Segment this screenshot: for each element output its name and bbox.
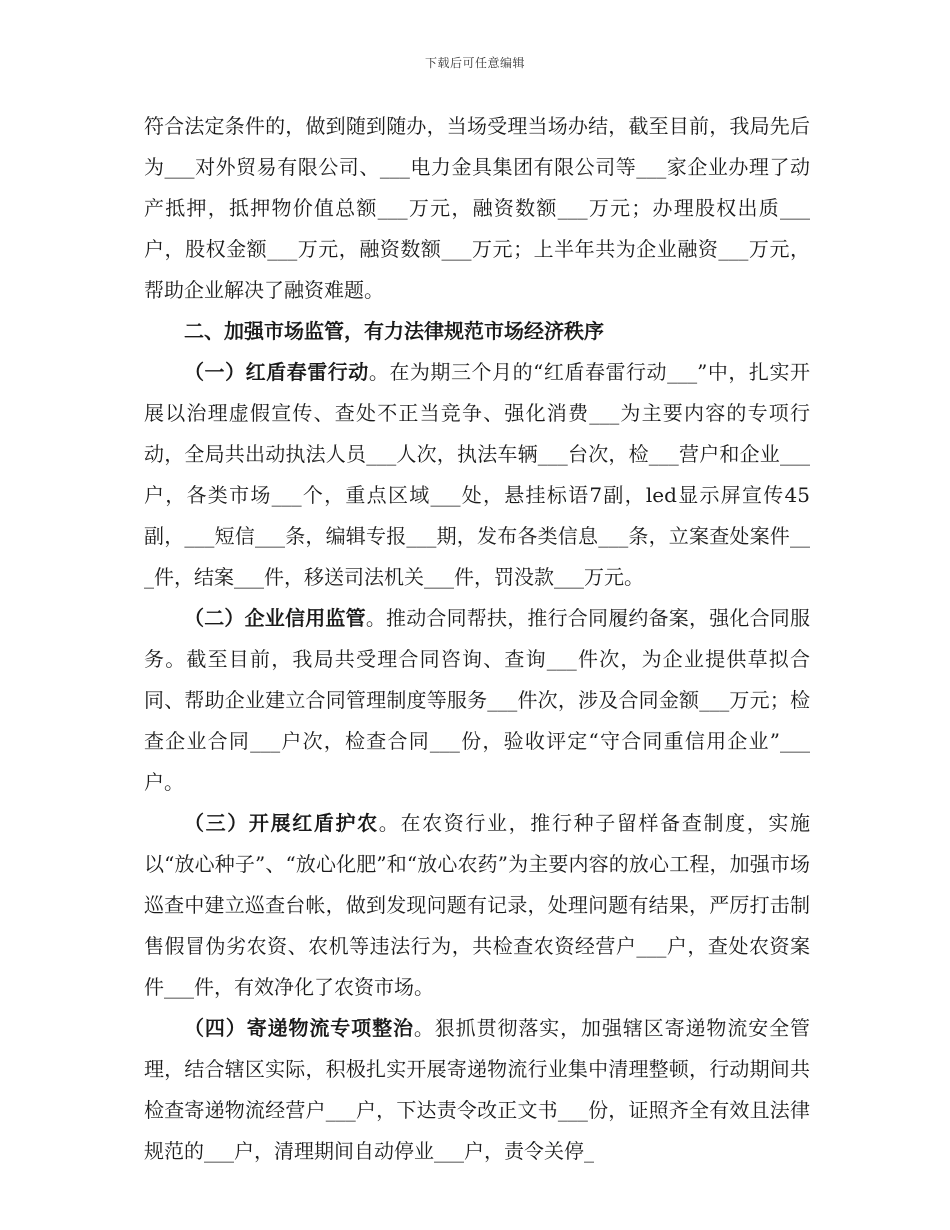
paragraph-red-shield-spring-thunder	[144, 352, 810, 598]
paragraph-lead-title: （三）开展红盾护农	[184, 811, 379, 835]
paragraph-body-text: 。推动合同帮扶，推行合同履约备案，强化合同服务。截至目前，我局共受理合同咨询、查询___件次，为企业提供草拟合同、帮助企业建立合同管理制度等服务___件次，涉及合同金额___万元；检查企业合同___户次，检查合同___份，验收评定“守合同重信用企业”___户。	[144, 606, 811, 794]
paragraph-lead-title: （二）企业信用监管	[184, 606, 366, 630]
paragraph-body-text: 。狠抓贯彻落实，加强辖区寄递物流安全管理，结合辖区实际，积极扎实开展寄递物流行业集中清理整顿，行动期间共检查寄递物流经营户___户，下达责令改正文书___份，证照齐全有效且法律规范的___户，清理期间自动停业___户，责令关停_	[144, 1016, 811, 1163]
paragraph-red-shield-agriculture	[144, 803, 810, 1008]
paragraph-body-text: 。在农资行业，推行种子留样备查制度，实施以“放心种子”、“放心化肥”和“放心农药”为主要内容的放心工程，加强市场巡查中建立巡查台帐，做到发现问题有记录，处理问题有结果，严厉打击制售假冒伪劣农资、农机等违法行为，共检查农资经营户___户，查处农资案件___件，有效净化了农资市场。	[144, 811, 811, 999]
document-body	[144, 106, 810, 1172]
paragraph-logistics-rectification	[144, 1008, 810, 1172]
paragraph-lead-title: （一）红盾春雷行动	[184, 360, 369, 384]
paragraph-continued: 符合法定条件的，做到随到随办，当场受理当场办结，截至目前，我局先后为___对外贸易有限公司、___电力金具集团有限公司等___家企业办理了动产抵押，抵押物价值总额___万元，融资数额___万元；办理股权出质___户，股权金额___万元，融资数额___万元；上半年共为企业融资___万元，帮助企业解决了融资难题。	[144, 114, 810, 302]
paragraph-body-text: 。在为期三个月的“红盾春雷行动___”中，扎实开展以治理虚假宣传、查处不正当竞争、强化消费___为主要内容的专项行动，全局共出动执法人员___人次，执法车辆___台次，检___营户和企业___户，各类市场___个，重点区域___处，悬挂标语7副，led显示屏宣传45副，___短信___条，编辑专报___期，发布各类信息___条，立案查处案件___件，结案___件，移送司法机关___件，罚没款___万元。	[144, 360, 810, 589]
paragraph-enterprise-credit	[144, 598, 810, 803]
section-heading: 二、加强市场监管，有力法律规范市场经济秩序	[184, 319, 604, 343]
page-header: 下载后可任意编辑	[424, 56, 525, 70]
paragraph-lead-title: （四）寄递物流专项整治	[184, 1016, 414, 1040]
